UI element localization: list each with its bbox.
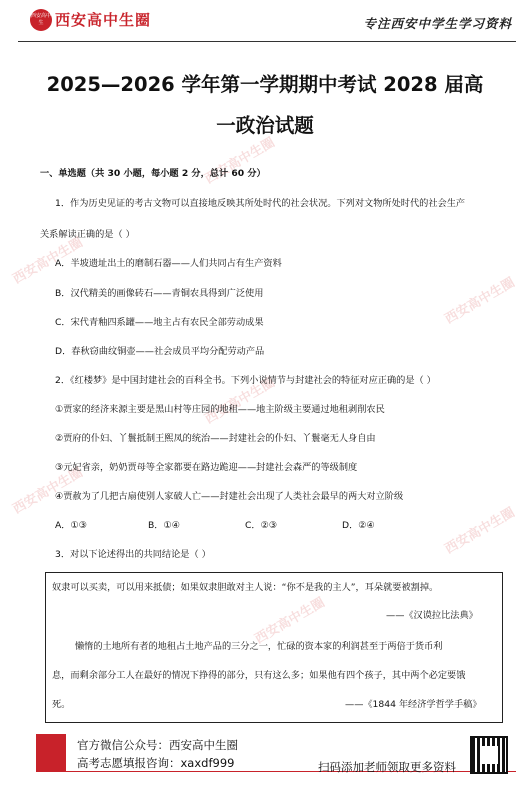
- q2-option-a: A．①③: [55, 520, 87, 531]
- q2-option-d: D．②④: [342, 520, 375, 531]
- watermark: 西安高中生圈: [202, 375, 278, 428]
- qr-code-center: [480, 746, 498, 764]
- q1-stem-line1: 1．作为历史见证的考古文物可以直接地反映其所处时代的社会状况。下列对文物所处时代的社会生产: [55, 198, 466, 209]
- watermark: 西安高中生圈: [442, 275, 518, 328]
- q3-quote2-line2: 息，而剩余部分工人在最好的情况下挣得的部分，只有这么多；如果他有四个孩子，其中两个必定要饿: [52, 670, 466, 681]
- q1-stem-line2: 关系解读正确的是（ ）: [40, 229, 135, 240]
- q1-option-b: B．汉代精美的画像砖石——青铜农具得到广泛使用: [55, 288, 264, 299]
- q2-item-1: ①贾家的经济来源主要是黑山村等庄园的地租——地主阶级主要通过地租剥削农民: [55, 404, 385, 415]
- watermark: 西安高中生圈: [10, 235, 86, 288]
- logo-badge: [30, 9, 52, 31]
- qr-code-icon[interactable]: [470, 736, 508, 774]
- logo-text: 西安高中生圈: [55, 11, 152, 29]
- logo-badge-text: 西安高中生: [30, 13, 51, 26]
- q3-stem: 3．对以下论述得出的共同结论是（ ）: [55, 549, 211, 560]
- q3-source2: ——《1844 年经济学哲学手稿》: [345, 699, 482, 710]
- header-divider: [18, 41, 516, 42]
- footer-wechat: 官方微信公众号：西安高中生圈: [77, 738, 238, 752]
- exam-title-line2: 一政治试题: [216, 114, 314, 137]
- page-header: [0, 0, 530, 48]
- q3-quote1: 奴隶可以买卖，可以用来抵债；如果奴隶胆敢对主人说：“你不是我的主人”，耳朵就要被割掉。: [52, 582, 439, 593]
- section-heading: 一、单选题（共 30 小题，每小题 2 分，总计 60 分）: [40, 168, 266, 179]
- watermark: 西安高中生圈: [252, 595, 328, 648]
- footer-scan-text: 扫码添加老师领取更多资料: [318, 760, 456, 774]
- watermark: 西安高中生圈: [442, 505, 518, 558]
- q3-quote2-line3: 死。: [52, 699, 71, 710]
- q2-item-2: ②贾府的仆妇、丫鬟抵制王熙凤的统治——封建社会的仆妇、丫鬟毫无人身自由: [55, 433, 376, 444]
- footer-accent-block: [36, 734, 66, 772]
- watermark: 西安高中生圈: [202, 135, 278, 188]
- q2-option-b: B．①④: [148, 520, 180, 531]
- header-slogan: 专注西安中学生学习资料: [363, 16, 512, 31]
- q2-item-3: ③元妃省亲，奶奶贾母等全家都要在路边跪迎——封建社会森严的等级制度: [55, 462, 358, 473]
- q2-option-c: C．②③: [245, 520, 278, 531]
- watermark: 西安高中生圈: [10, 465, 86, 518]
- q1-option-a: A．半坡遗址出土的磨制石器——人们共同占有生产资料: [55, 258, 282, 269]
- q3-source1: ——《汉谟拉比法典》: [386, 610, 478, 621]
- exam-title-line1: 2025—2026 学年第一学期期中考试 2028 届高: [46, 73, 484, 96]
- q2-stem: 2．《红楼梦》是中国封建社会的百科全书。下列小说情节与封建社会的特征对应正确的是（ ）: [55, 375, 436, 386]
- q1-option-c: C．宋代青釉四系罐——地主占有农民全部劳动成果: [55, 317, 264, 328]
- q3-quote2-line1: 懒惰的土地所有者的地租占土地产品的三分之一，忙碌的资本家的利润甚至于两倍于货币利: [75, 641, 443, 652]
- footer-consult: 高考志愿填报咨询：xaxdf999: [77, 756, 235, 770]
- q1-option-d: D．春秋窃曲纹铜壶——社会成员平均分配劳动产品: [55, 346, 265, 357]
- q2-item-4: ④贾赦为了几把古扇使别人家破人亡——封建社会出现了人类社会最早的两大对立阶级: [55, 491, 404, 502]
